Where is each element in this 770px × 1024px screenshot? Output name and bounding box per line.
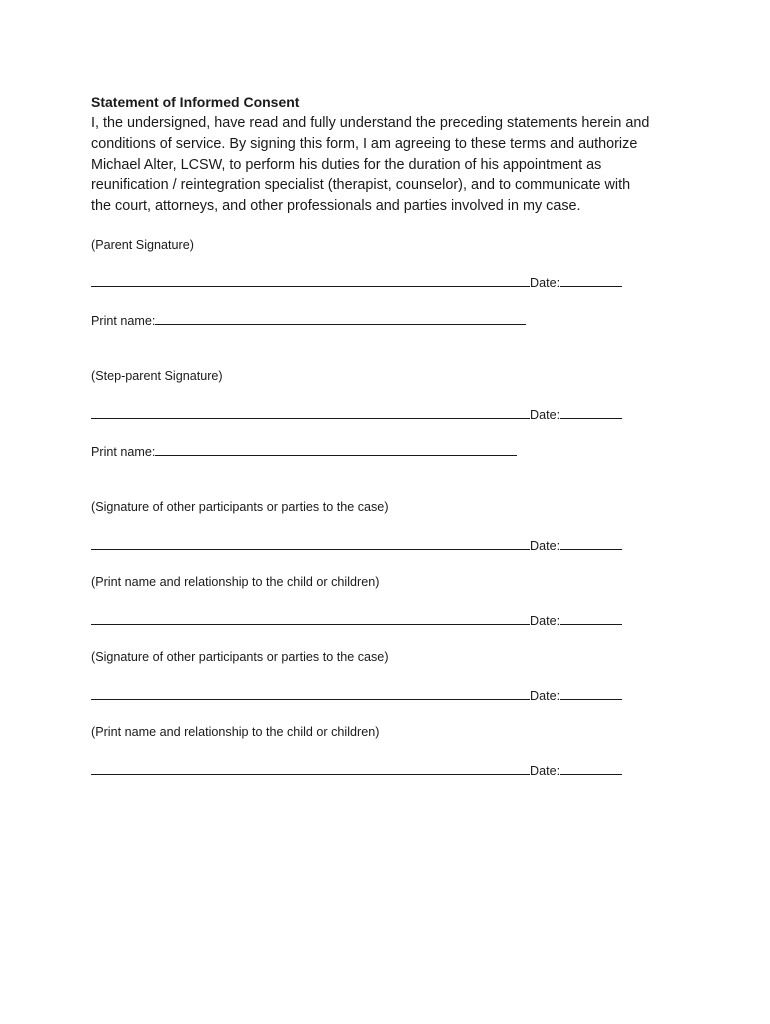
date-label: Date: (530, 614, 561, 628)
other-participant-date-field[interactable] (560, 537, 622, 550)
consent-statement-line: conditions of service. By signing this form, I am agreeing to these terms and authorize (91, 135, 638, 152)
print-relationship-date-field[interactable] (560, 612, 622, 625)
other-participant-date-field-2[interactable] (560, 687, 622, 700)
print-relationship-row (91, 612, 622, 629)
date-label: Date: (530, 408, 561, 422)
other-participant-signature-field[interactable] (91, 537, 530, 550)
consent-statement-line: Michael Alter, LCSW, to perform his duties for the duration of his appointment as (91, 156, 602, 173)
step-parent-print-name-row (91, 443, 517, 460)
step-parent-signature-field[interactable] (91, 406, 530, 419)
other-participant-signature-row (91, 537, 622, 554)
parent-print-name-row (91, 312, 526, 329)
step-parent-date-field[interactable] (560, 406, 622, 419)
date-label: Date: (530, 764, 561, 778)
consent-statement-line: I, the undersigned, have read and fully understand the preceding statements herein and (91, 115, 650, 131)
other-participant-signature-field-2[interactable] (91, 687, 530, 700)
print-relationship-label: (Print name and relationship to the child or children) (91, 575, 380, 589)
step-parent-signature-label: (Step-parent Signature) (91, 369, 223, 383)
document-heading: Statement of Informed Consent (91, 94, 300, 110)
date-label: Date: (530, 689, 561, 703)
consent-statement-line: reunification / reintegration specialist (therapist, counselor), and to communicate with (91, 177, 631, 194)
print-relationship-label-2: (Print name and relationship to the child or children) (91, 725, 380, 739)
other-participant-signature-row-2 (91, 687, 622, 704)
print-name-label: Print name: (91, 445, 156, 459)
print-relationship-field-2[interactable] (91, 762, 530, 775)
other-participant-signature-label-2: (Signature of other participants or parties to the case) (91, 650, 389, 664)
print-name-label: Print name: (91, 314, 156, 328)
parent-signature-label: (Parent Signature) (91, 238, 194, 252)
consent-statement-line: the court, attorneys, and other professionals and parties involved in my case. (91, 198, 581, 215)
date-label: Date: (530, 539, 561, 553)
step-parent-signature-row (91, 406, 622, 423)
other-participant-signature-label: (Signature of other participants or parties to the case) (91, 500, 389, 514)
parent-date-field[interactable] (560, 274, 622, 287)
parent-signature-field[interactable] (91, 274, 530, 287)
print-relationship-date-field-2[interactable] (560, 762, 622, 775)
parent-print-name-field[interactable] (155, 312, 526, 325)
print-relationship-field[interactable] (91, 612, 530, 625)
step-parent-print-name-field[interactable] (155, 443, 517, 456)
date-label: Date: (530, 276, 561, 290)
print-relationship-row-2 (91, 762, 622, 779)
consent-statement (91, 113, 691, 217)
parent-signature-row (91, 274, 622, 291)
